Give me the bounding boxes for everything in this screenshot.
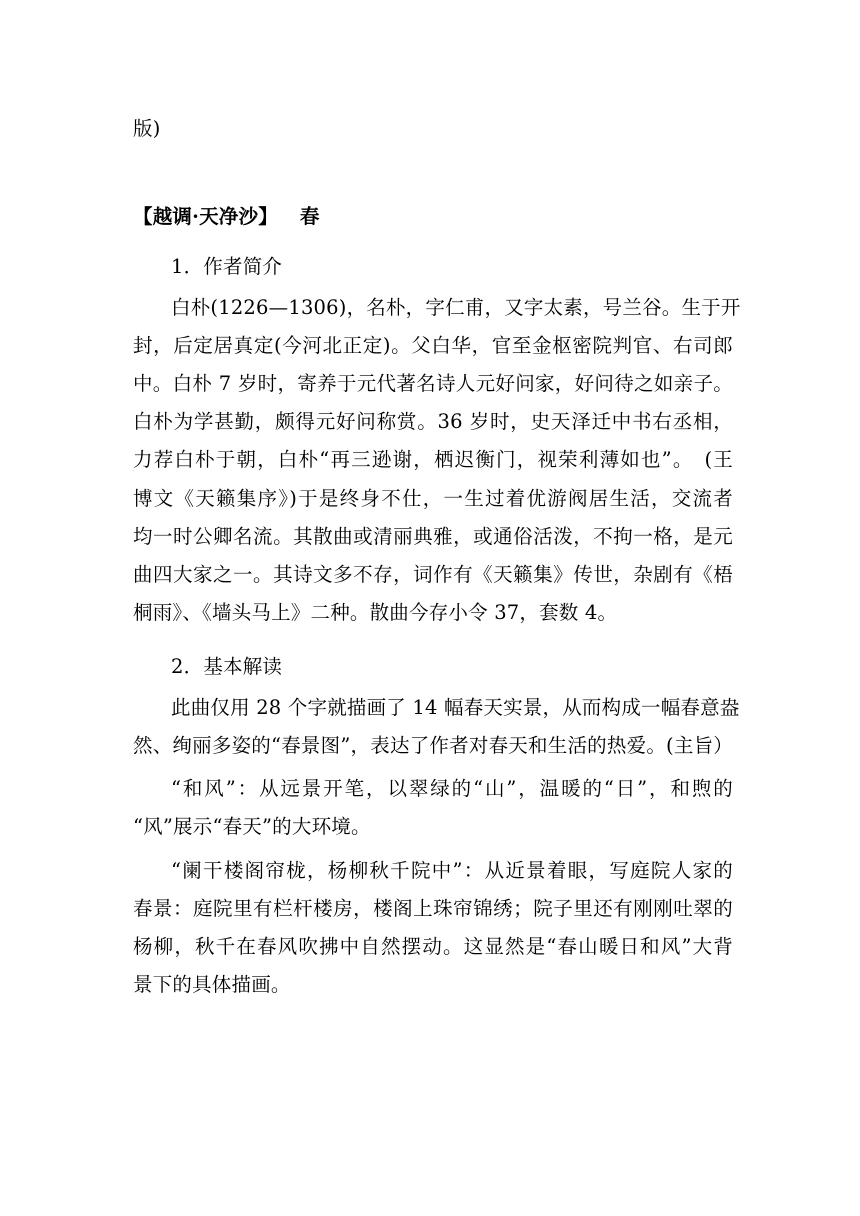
section-heading <box>133 205 733 229</box>
heading-title: 【越调·天净沙】 <box>133 205 278 228</box>
section1-line: 白朴(1226—1306)，名朴，字仁甫，又字太素，号兰谷。生于开 <box>171 296 741 319</box>
section1-line: 力荐白朴于朝，白朴“再三逊谢，栖迟衡门，视荣利薄如也”。 (王 <box>133 448 733 471</box>
section1-line: 博文《天籁集序》)于是终身不仕，一生过着优游阀居生活，交流者 <box>133 487 733 510</box>
section2-para3-line: “阑干楼阁帘栊，杨柳秋千院中”：从近景着眼，写庭院人家的 <box>171 859 733 882</box>
section2-para1-line: 然、绚丽多姿的“春景图”，表达了作者对春天和生活的热爱。(主旨） <box>133 734 733 757</box>
section2-para1-line: 此曲仅用 28 个字就描画了 14 幅春天实景，从而构成一幅春意盎 <box>171 696 740 719</box>
top-fragment: 版) <box>133 117 161 140</box>
section1-line: 白朴为学甚勤，颇得元好问称赏。36 岁时，史天泽迁中书右丞相， <box>133 410 733 433</box>
section2-para3-line: 春景：庭院里有栏杆楼房，楼阁上珠帘锦绣；院子里还有刚刚吐翠的 <box>133 897 733 920</box>
section2-para2-line: “风”展示“春天”的大环境。 <box>133 815 371 838</box>
section1-line: 桐雨》、《墙头马上》二种。散曲今存小令 37，套数 4。 <box>133 601 618 624</box>
section1-line: 中。白朴 7 岁时，寄养于元代著名诗人元好问家，好问待之如亲子。 <box>133 372 733 395</box>
section1-line: 曲四大家之一。其诗文多不存，词作有《天籁集》传世，杂剧有《梧 <box>133 563 733 586</box>
section1-line: 均一时公卿名流。其散曲或清丽典雅，或通俗活泼，不拘一格，是元 <box>133 525 733 548</box>
section2-para2-line: “和风”：从远景开笔，以翠绿的“山”，温暖的“日”，和煦的 <box>171 777 733 800</box>
heading-subtitle: 春 <box>299 205 320 228</box>
section2-para3-line: 景下的具体描画。 <box>133 973 291 996</box>
section2-title: 2．基本解读 <box>171 655 283 678</box>
section1-line: 封，后定居真定(今河北正定)。父白华，官至金枢密院判官、右司郎 <box>133 334 733 357</box>
section1-title: 1．作者简介 <box>171 255 283 278</box>
section2-para3-line: 杨柳，秋千在春风吹拂中自然摆动。这显然是“春山暖日和风”大背 <box>133 935 733 958</box>
